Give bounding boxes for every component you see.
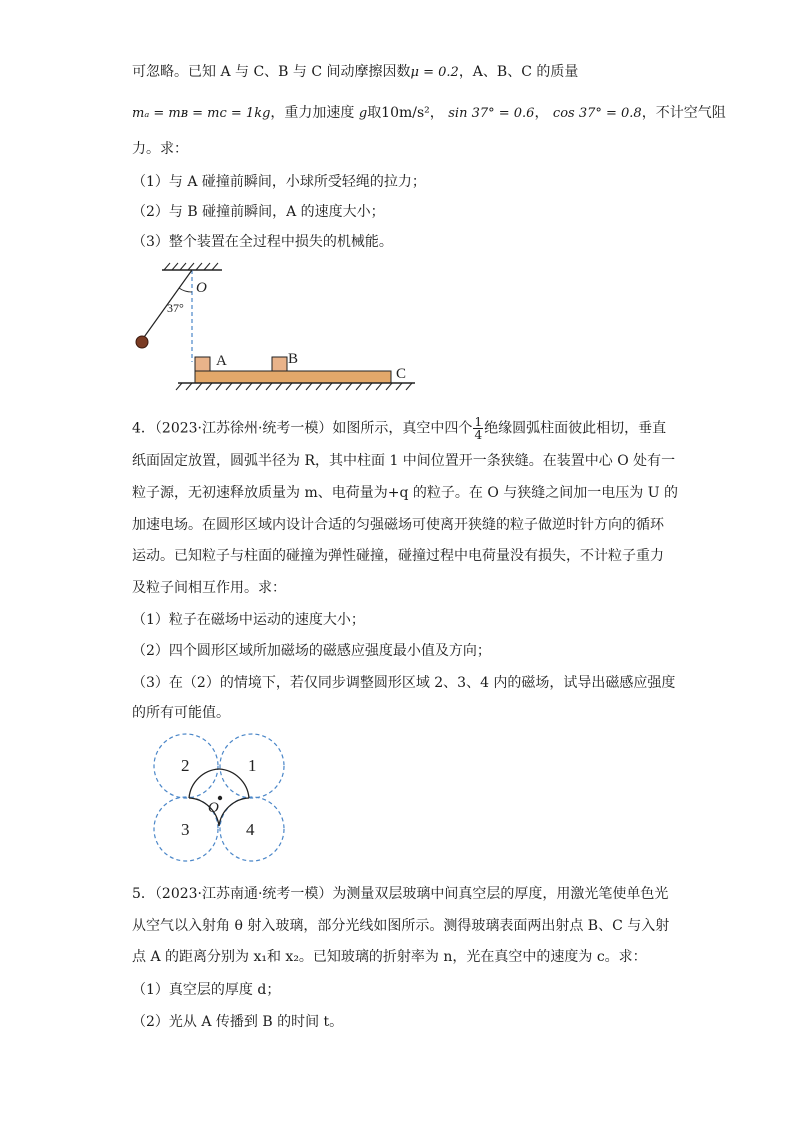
slit: [234, 782, 237, 785]
fraction-one-quarter: [473, 416, 483, 441]
q3-subquestion-2: （2）与 B 碰撞前瞬间，A 的速度大小；: [132, 204, 385, 220]
q5-line-3: 点 A 的距离分别为 x₁和 x₂。已知玻璃的折射率为 n，光在真空中的速度为 c。求：: [132, 949, 647, 965]
q4-line-4: 加速电场。在圆形区域内设计合适的匀强磁场可使离开狭缝的粒子做逆时针方向的循环: [132, 517, 664, 533]
label-2: 2: [181, 756, 190, 775]
fraction-denominator: 4: [474, 428, 483, 442]
ceiling-hatch: [164, 263, 218, 270]
ball: [136, 336, 148, 348]
label-B: B: [288, 351, 299, 367]
arc-upper-left: [189, 769, 219, 798]
board-C: [195, 371, 391, 383]
q4-heading: 4．（2023·江苏徐州·统考一模）如图所示，真空中四个: [132, 420, 473, 437]
label-O: O: [196, 280, 207, 296]
q4-subquestion-1: （1）粒子在磁场中运动的速度大小；: [132, 612, 365, 628]
q3-text-1a: 可忽略。已知 A 与 C、B 与 C 间动摩擦因数: [132, 64, 411, 80]
q5-subquestion-1: （1）真空层的厚度 d；: [132, 982, 281, 998]
q3-text-1b: ，A、B、C 的质量: [458, 64, 579, 80]
angle-arc: [179, 288, 192, 292]
four-circles-figure: [148, 732, 293, 867]
label-1: 1: [248, 756, 257, 775]
mu-expression: μ = 0.2: [410, 65, 459, 80]
g-value: 取10m/s²: [367, 105, 430, 121]
q4-subquestion-2: （2）四个圆形区域所加磁场的磁感应强度最小值及方向；: [132, 643, 491, 659]
ground-hatch: [176, 383, 412, 390]
q3-line-3: 力。求：: [132, 141, 188, 157]
q5-line-2: 从空气以入射角 θ 射入玻璃，部分光线如图所示。测得玻璃表面两出射点 B、C 与入射: [132, 918, 670, 934]
q5-subquestion-2: （2）光从 A 传播到 B 的时间 t。: [132, 1014, 344, 1030]
q4-heading-tail: 绝缘圆弧柱面彼此相切，垂直: [484, 420, 667, 437]
q3-text-2b: ，不计空气阻: [641, 105, 726, 121]
q3-subquestion-3: （3）整个装置在全过程中损失的机械能。: [132, 234, 393, 250]
q4-subquestion-3b: 的所有可能值。: [132, 705, 230, 721]
g-symbol: g: [358, 106, 368, 121]
cos-expression: cos 37° = 0.8: [552, 106, 642, 121]
q3-text-2a: ，重力加速度: [270, 105, 355, 121]
q4-line-1: [132, 416, 666, 441]
q4-subquestion-3a: （3）在（2）的情境下，若仅同步调整圆形区域 2、3、4 内的磁场，试导出磁感应强度: [132, 675, 676, 691]
block-B: [272, 357, 287, 371]
label-4: 4: [246, 820, 255, 839]
sin-expression: sin 37° = 0.6: [448, 106, 535, 121]
q3-subquestion-1: （1）与 A 碰撞前瞬间，小球所受轻绳的拉力；: [132, 174, 426, 190]
label-angle: 37°: [167, 301, 184, 315]
label-C: C: [396, 366, 407, 382]
q4-line-6: 及粒子间相互作用。求：: [132, 580, 286, 596]
block-A: [195, 357, 210, 371]
arc-lower-right: [219, 798, 249, 826]
q4-line-2: 纸面固定放置，圆弧半径为 R，其中柱面 1 中间位置开一条狭缝。在装置中心 O 处有一: [132, 453, 676, 469]
q5-line-1: 5．（2023·江苏南通·统考一模）为测量双层玻璃中间真空层的厚度，用激光笔使单色光: [132, 886, 669, 902]
q4-line-5: 运动。已知粒子与柱面的碰撞为弹性碰撞，碰撞过程中电荷量没有损失，不计粒子重力: [132, 548, 664, 564]
label-A: A: [216, 353, 227, 369]
label-3: 3: [181, 820, 190, 839]
q4-line-3: 粒子源，无初速释放质量为 m、电荷量为+q 的粒子。在 O 与狭缝之间加一电压为 U 的: [132, 485, 678, 501]
pendulum-board-figure: [130, 262, 430, 397]
q3-line-2: mₐ = mʙ = mᴄ = 1kg，重力加速度 g取10m/s²， sin 37° = 0.6， cos 37° = 0.8，不计空气阻: [132, 105, 726, 121]
q3-line-1: [132, 62, 578, 83]
fraction-numerator: 1: [474, 415, 483, 429]
label-center-O: O: [208, 800, 219, 816]
mass-expression: mₐ = mʙ = mᴄ = 1kg: [132, 106, 271, 121]
